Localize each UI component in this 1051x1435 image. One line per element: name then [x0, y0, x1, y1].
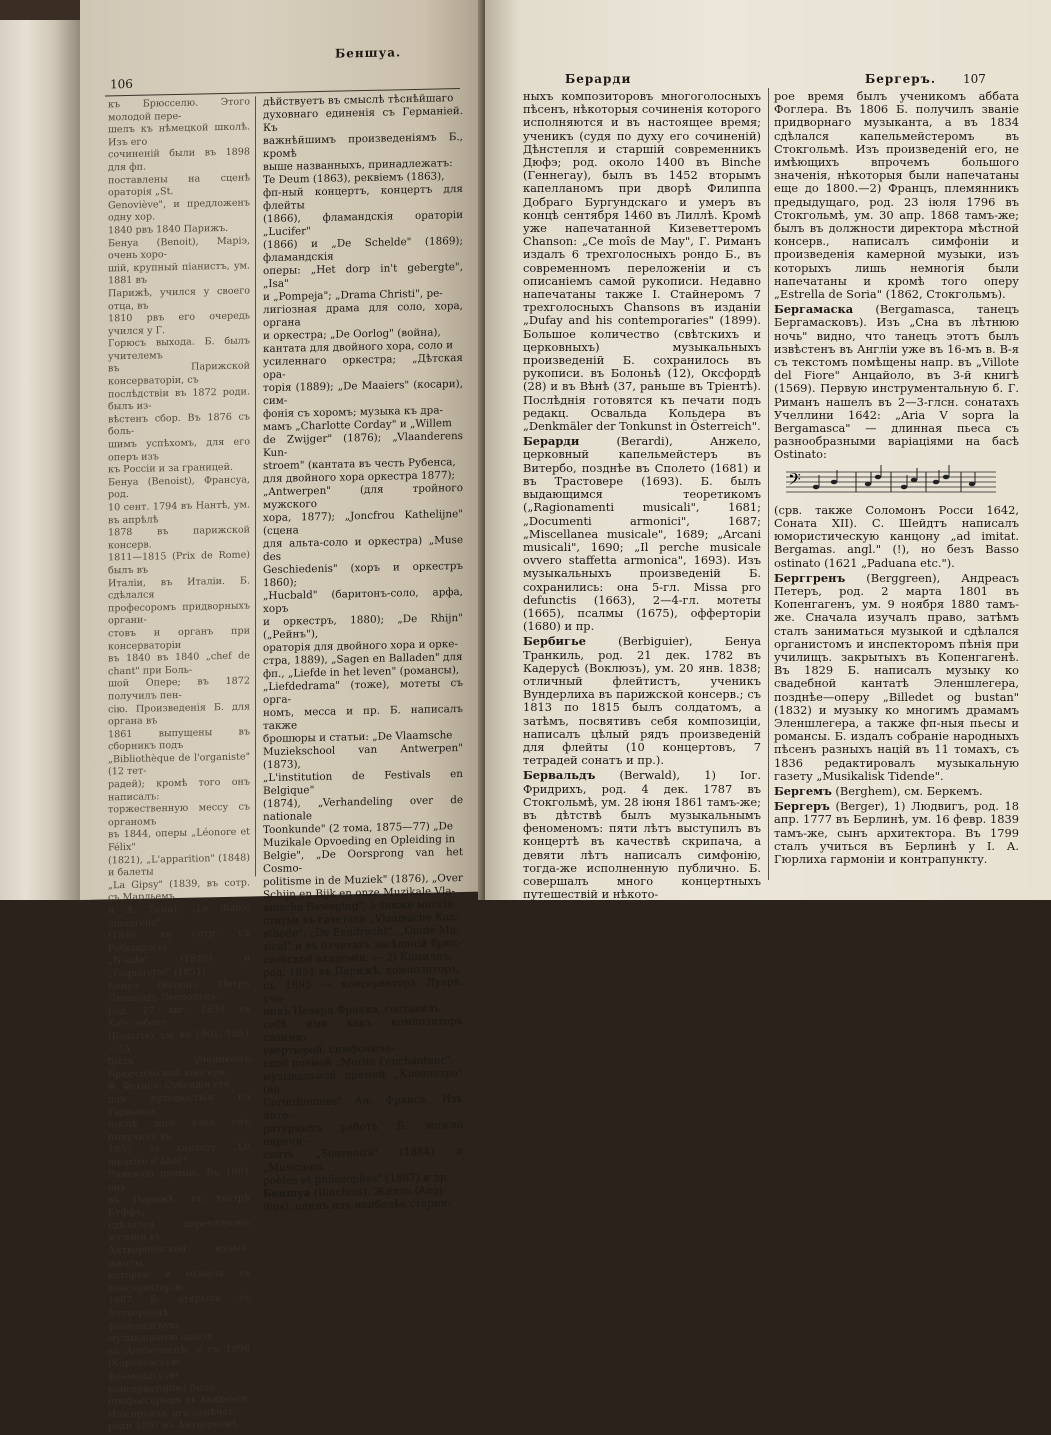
left-col2-line: музыкальной драмой „Клеопатра" (на: [263, 1066, 463, 1097]
left-col1-line: Изъ произв. его замѣчат.: [108, 1406, 237, 1421]
left-col1-line: шій, крупный піанистъ, ум. 1881 въ: [108, 260, 250, 287]
left-column-divider: [255, 96, 256, 876]
headword: Бергамаска: [774, 302, 854, 317]
entry-text: (Bergamasca, танецъ Бергамасковъ). Изъ „Сна въ лѣтнюю ночь" видно, что танецъ этотъ былъ извѣстенъ въ Англіи уже въ 16-мъ в. В-я съ текстомъ помѣщены напр. въ „Villote del Fiore" Анцайоло, въ 3-й книгѣ (1569). Первую инструментальную б. Г. Риманъ нашелъ въ 2—3-глсн. сонатахъ Учеллини 1642: „Aria V sopra la Bergamasca" — длинная пьеса съ разнообразными варіаціями на басѣ Ostinato:: [774, 302, 1019, 462]
left-col2-line: кантата для двойного хора, соло и: [263, 339, 453, 356]
left-col1-line: фламандскую музыкальную школу: [108, 1319, 213, 1345]
left-col1-line: Genoviève", и предложенъ одну хор.: [108, 197, 250, 224]
right-column-2: [774, 90, 1019, 868]
left-col1-line: Горюсъ выхода. Б. былъ учителемъ: [108, 335, 250, 363]
left-col2-line: лигіозная драма для соло, хора, органа: [263, 299, 463, 330]
left-col2-line: род. 1851 въ Парижѣ, композиторъ,: [263, 963, 461, 980]
left-col1-line: въ 1844, оперы „Léonore et Félix": [108, 826, 250, 854]
left-col1-line: 1861 выпущены въ сборникъ подъ: [108, 726, 250, 753]
left-col1-line: радей); кромѣ того онъ написалъ:: [108, 776, 250, 804]
left-col2-line: Corinthiennes" Ан. Франса. Изъ лите-: [263, 1092, 463, 1123]
left-col2-line: брошюры и статьи: „De Vlaamsche: [263, 729, 453, 746]
left-col2-line: дѣйствуетъ въ смыслѣ тѣснѣйшаго: [263, 92, 454, 109]
left-col2-line: для альта-соло и оркестра) „Muse des: [263, 533, 463, 564]
left-col2-line: Te Deum (1863), реквіемъ (1863),: [263, 170, 445, 187]
left-col2-line: духовнаго единенія съ Германіей. Къ: [263, 104, 463, 135]
note-head: [911, 477, 917, 482]
dictionary-entry: [774, 785, 1019, 798]
left-col1-line: Антверпенской музык. школы,: [108, 1242, 250, 1270]
note-head: [875, 474, 881, 479]
headword: Бербигье: [523, 634, 586, 649]
page-edges: [0, 20, 90, 900]
left-col1-line: 1811—1815 (Prix de Rome) былъ въ: [108, 549, 250, 577]
left-col1-line: Италіи, въ Италіи. Б. сдѣлался: [108, 575, 250, 602]
left-col2-line: для двойного хора оркестра 1877);: [263, 469, 455, 486]
left-col1-line: въ Парижѣ, въ театрѣ Буффъ;: [108, 1192, 250, 1219]
right-column-1: [523, 90, 761, 903]
left-col1-line: въ 1840 въ 1840 „chef de chant" при Боль-: [108, 650, 250, 678]
left-col1-line: профессоромъ въ Академіи.: [108, 1393, 250, 1408]
left-col1-line: Римскую премію. Въ 1861 онъ: [108, 1166, 250, 1194]
left-col2-line: мамъ „Charlotte Corday" и „Willem: [263, 417, 452, 434]
left-col1-line: Бенуа (Benoist), Франсуа, род.: [108, 474, 250, 501]
left-col2-line: торія (1889); „De Maaiers" (косари), сим-: [263, 377, 463, 408]
left-col1-line: послѣ того какъ онъ получилъ въ: [108, 1116, 250, 1144]
left-col2-line: stbode", „De Eendracht", „Guide Mu-: [263, 924, 460, 941]
left-col2-line: выше названныхъ, принадлежатъ:: [263, 157, 453, 174]
left-col2-line: (1874), „Verhandeling over de nationale: [263, 793, 463, 824]
left-col2-line: „Antwerpen" (для тройного мужского: [263, 481, 463, 512]
headword: Бергемъ: [774, 783, 832, 798]
left-col1-line: фламандскую консерваторію) былъ: [108, 1369, 216, 1395]
left-col1-line: поставлены на сценѣ ораторія „St.: [108, 172, 250, 199]
left-col1-line: къ Россіи и за границей.: [108, 462, 234, 476]
left-col1-line: и А. Тома), „Le diable amoureux": [108, 902, 250, 930]
left-col1-line: 1840 рвъ 1840 Парижъ.: [108, 222, 229, 237]
left-column-1: [108, 96, 250, 1434]
left-col1-line: 1878 въ парижской консерв.: [108, 524, 250, 552]
left-col2-line: ской поэмой „Merlin l'enchanteur",: [263, 1054, 454, 1071]
left-col2-line: увертюрой, симфониче-: [263, 1042, 395, 1058]
left-col2-line: стра, 1889), „Sagen en Balladen" для: [263, 650, 463, 668]
entry-text: (Berbiguier), Бенуа Транкиль, род. 21 дек. 1782 въ Кадерусѣ (Воклюзъ), ум. 20 янв. 1838; отличный флейтистъ, ученикъ Вундерлиха въ парижской консерв.; съ 1813 по 1815 былъ солдатомъ, а затѣмъ, посвятивъ себя композиціи, написалъ цѣлый рядъ произведеній для флейты (10 концертовъ, 7 тетрадей сонатъ и пр.).: [523, 634, 761, 768]
note-head: [969, 481, 975, 486]
left-page-number: 106: [110, 76, 133, 92]
left-col2-line: Muzikale Opvoeding en Opleiding in: [263, 833, 456, 850]
dictionary-entry: [774, 303, 1019, 461]
left-col2-line: фп-ный концертъ, концертъ для флейты: [263, 182, 463, 213]
left-col2-line: себѣ имя какъ композиторъ своими:: [263, 1014, 463, 1045]
left-col2-line: оперы: „Het dorp in't gebergte", „Isa": [263, 260, 463, 291]
left-col1-line: „La Gipsy" (1839, въ сотр. съ Марльемъ: [108, 877, 250, 904]
right-page: [485, 0, 1051, 900]
left-col2-line: ратурныхъ работъ Б. можно перечи-: [263, 1118, 463, 1149]
entry-text: (Berghem), см. Беркемъ.: [831, 783, 983, 798]
left-col1-line: 10 сент. 1794 въ Нантѣ, ум. въ апрѣлѣ: [108, 499, 250, 527]
left-col2-line: „Hucbald" (баритонъ-соло, арфа, хоръ: [263, 585, 463, 616]
bass-clef-icon: 𝄢: [788, 468, 801, 493]
left-col2-line: слить „Souvenirs" (1884) и „Musiciens,: [263, 1144, 463, 1175]
left-col1-line: (1821), „L'apparition" (1848) и балеты: [108, 852, 250, 879]
dictionary-entry: [774, 800, 1019, 866]
headword: Берггренъ: [774, 570, 846, 585]
left-col2-line: и оркестра; „De Oorlog" (война),: [263, 326, 441, 343]
headword: Бервальдъ: [523, 768, 596, 783]
right-header-right: Бергеръ.: [865, 72, 937, 86]
left-col1-line: сочиненій были въ 1898 для фп.: [108, 146, 250, 174]
left-col1-line: шимъ успѣхомъ, для его оперъ изъ: [108, 436, 250, 464]
dictionary-entry: [523, 769, 761, 901]
left-col2-line: и „Pompeja"; „Drama Christi", ре-: [263, 287, 443, 304]
headword: Берарди: [523, 434, 580, 449]
entry-text: (Berardi), Анжело, церковный капельмейстеръ въ Витербо, позднѣе въ Сполето (1681) и въ Трастовере (1693). Б. былъ выдающимся теоретикомъ („Ragionamenti musicali", 1681; „Documenti armonici", 1687; „Miscellanea musicale", 1689; „Arcani musicali", 1690; „Il perche musicale ovvero staffetta armonica", 1693). Изъ музыкальныхъ произведеній Б. сохранились: она 5-гл. Missa pro defunctis (1663), 2—4-гл. мотеты (1665), псалмы (1675), офферторіи (1680) и пр.: [523, 434, 761, 634]
left-col1-line: Бенуа (Benoit), Маріэ, очень хоро-: [108, 234, 250, 262]
music-staff: [786, 464, 996, 502]
left-col2-line: ораторія для двойного хора и орке-: [263, 638, 458, 655]
left-col1-line: Ф. Фетиса. Субсидія его: [108, 1079, 230, 1093]
left-col1-line: которую и возвелъ въ консерваторію: [108, 1267, 250, 1295]
left-col1-line: торжественную мессу съ органомъ: [108, 801, 250, 829]
left-col1-line: 1867 Б. открылъ въ Антверпенѣ: [108, 1292, 250, 1320]
note-head: [865, 481, 871, 486]
left-col1-line: былъ ученикомъ Брюссельской консерв.: [108, 1053, 250, 1081]
entry-text: (Binchois), Жилль (Aegi-: [310, 1184, 446, 1200]
left-col1-line: въ Парижской консерваторіи, съ: [108, 360, 250, 388]
note-head: [933, 479, 939, 484]
left-col2-line: статьи въ газетахъ „Vlaamsche Kun-: [263, 911, 460, 928]
left-col2-line: „L'institution de Festivals en Belgique": [263, 767, 463, 798]
dictionary-entry: [523, 635, 761, 767]
left-col1-line: Парижѣ, учился у своего отца, въ: [108, 285, 250, 312]
left-page: [80, 0, 485, 1433]
right-page-number: 107: [963, 72, 986, 86]
left-col1-line: (1840, въ сотр. съ Ребердомъ),: [108, 927, 250, 955]
left-col1-line: „Bibliothèque de l'organiste" (12 тет-: [108, 751, 250, 778]
left-col1-line: 1810 рвъ его очередь учился у Г.: [108, 310, 250, 338]
left-col2-line: stroem" (кантата въ честь Рубенса,: [263, 456, 456, 473]
left-col2-line: важнѣйшимъ произведеніямъ Б., кромѣ: [263, 130, 463, 161]
left-col2-line: (1866), фламандскія ораторіи „Lucifer": [263, 208, 463, 239]
left-col1-line: „Nisida" (1848) и „Paquerette" (1851).: [108, 952, 250, 980]
left-col1-line: род. 17 авг. 1834 въ Харельбеке: [108, 1003, 250, 1030]
left-column-2: [263, 92, 463, 1214]
left-col2-line: (1866) и „De Schelde" (1869); фламандскія: [263, 234, 463, 265]
entry-continuation: [523, 90, 761, 433]
dictionary-entry: [523, 435, 761, 633]
note-head: [943, 474, 949, 479]
entry-text: рое время былъ ученикомъ аббата Фоглера. Въ 1806 Б. получилъ званіе придворнаго музыканта, а въ 1834 сдѣлался капельмейстеромъ въ Стокгольмѣ. Изъ произведеній его, не имѣющихъ впрочемъ большого значенія, нѣкоторыя были напечатаны еще до 1800.—2) Францъ, племянникъ предыдущаго, род. 23 іюля 1796 въ Стокгольмѣ, ум. 30 апр. 1868 тамъ-же; былъ въ должности директора мѣстной консерв., написалъ симфоніи и произведенія камерной музыки, изъ которыхъ лишь немногія были напечатаны и кромѣ того оперу „Estrella de Soria" (1862, Стокгольмъ).: [774, 89, 1019, 302]
left-col1-line: (Бельгія), ум. въ 1901. 1851—55: [108, 1028, 250, 1055]
left-col1-line: 1857 за кантату „Le meurtre d'Abel": [108, 1141, 250, 1169]
note-head: [901, 484, 907, 489]
entry-text-line: dius), одинъ изъ наиболѣе старин-: [263, 1197, 452, 1214]
entry-text: (Berwald), 1) Іог. Фридрихъ, род. 4 дек. 1787 въ Стокгольмѣ, ум. 28 іюня 1861 тамъ-же; въ дѣтствѣ былъ музыкальнымъ феноменомъ: пяти лѣтъ выступилъ въ концертѣ въ качествѣ скрипача, а девяти лѣтъ написалъ симфонію, тогда-же исполненную публично. Б. совершалъ много концертныхъ путешествій и нѣкото-: [523, 768, 761, 902]
left-col1-line: шелъ къ нѣмецкой школѣ. Изъ его: [108, 121, 250, 149]
left-col1-line: стовъ и органъ при консерваторіи: [108, 625, 250, 652]
left-col1-line: къ Брюсселю. Этого молодой пере-: [108, 96, 250, 124]
entry-text: (Berger), 1) Людвигъ, род. 18 апр. 1777 въ Берлинѣ, ум. 16 февр. 1839 тамъ-же, сынъ архитектора. Въ 1799 сталъ учиться въ Берлинѣ у І. А. Гюрлиха гармоніи и контрапункту.: [774, 799, 1019, 866]
left-col2-line: Geschiedenis" (хоръ и оркестръ 1860);: [263, 559, 463, 590]
left-col2-line: „Liefdedrama" (тоже), мотеты съ орга-: [263, 676, 463, 707]
entry-text: (срв. также Соломонъ Росси 1642, Соната XII). С. Шейдтъ написалъ юмористическую канцону „ad imitat. Bergamas. angl." (!), но безъ Basso ostinato (1621 „Paduana etc.").: [774, 502, 1019, 570]
left-col2-line: sical" и въ отчетахъ засѣданій брюс-: [263, 936, 463, 954]
left-col2-line: politisme in de Muziek" (1876), „Over: [263, 871, 463, 889]
left-col1-line: послѣдствіи въ 1872 роди. былъ из-: [108, 386, 250, 413]
left-col1-line: шой Опере; въ 1872 получилъ пен-: [108, 675, 250, 703]
left-col2-line: Belgie", „De Oorsprong van het Cosmo-: [263, 845, 463, 876]
left-col1-line: Бенуа (Benoit), Петръ Леонардъ Леопольдъ,: [108, 978, 250, 1005]
right-column-divider: [768, 88, 769, 880]
left-col2-line: Schijn en Bijk en onze Muzikale Vla-: [263, 885, 456, 902]
left-col2-line: номъ, месса и пр. Б. написалъ также: [263, 702, 463, 733]
headword: Бергеръ: [774, 799, 830, 814]
note-head: [813, 484, 819, 489]
dictionary-entry: [774, 572, 1019, 783]
left-col2-line: amsche Beweging", а также многія: [263, 898, 454, 915]
note-head: [831, 479, 837, 484]
right-header-left: Берарди: [565, 72, 632, 86]
left-col2-line: Muziekschool van Antwerpen" (1873),: [263, 741, 463, 772]
left-col2-line: фонія съ хоромъ; музыка къ дра-: [263, 404, 444, 421]
left-col1-line: професоромъ придворныхъ органи-: [108, 600, 250, 627]
left-col2-line: и оркестръ, 1880); „De Rhijn" („Рейнъ"),: [263, 611, 463, 642]
left-col2-line: хора, 1877); „Joncfrou Kathelijne" (сцена: [263, 507, 463, 538]
entry-continuation: [774, 90, 1019, 301]
left-col2-line: съ 1895 — консерваторъ Лувра, уче-: [263, 975, 463, 1006]
left-col1-line: для путешествія по Германіи,: [108, 1091, 250, 1118]
left-col2-line: сельской академіи. — 2) Камиллъ,: [263, 950, 453, 967]
left-col2-line: Toonkunde" (2 тома, 1875—77) „De: [263, 820, 454, 837]
entry-text: (Berggreen), Андреасъ Петеръ, род. 2 марта 1801 въ Копенгагенъ, ум. 9 ноября 1880 тамъ-же. Сначала изучалъ право, затѣмъ сталъ заниматься музыкой и сдѣлался органистомъ и инспекторомъ пѣнія при училищъ. закрытыхъ въ Копенгагенѣ. Въ 1829 Б. написалъ музыку ко свадебной кантатѣ Эленшлегера, позднѣе—оперу „Billedet og bustan" (1832) и музыку ко многимъ драмамъ Эленшлегера, а также фп-ныя пьесы и романсы. Б. издалъ собраніе народныхъ пѣсенъ разныхъ націй въ 11 томахъ, съ 1836 редактировалъ музыкальную газету „Musikalisk Tidende".: [774, 570, 1019, 783]
entry-text: ныхъ композиторовъ многоголосныхъ пѣсенъ, нѣкоторыя сочиненія которого исполняются и въ настоящее время; ученикъ (судя по духу его сочиненій) Дѣнстепля и старшій современникъ Дюфэ; род. около 1400 въ Binche (Геннегау), былъ въ 1452 вторымъ капелланомъ при дворѣ Филиппа Добраго Бургундскаго и умеръ въ концѣ сентября 1460 въ Лиллѣ. Кромѣ уже напечатанной Кизеветтеромъ Chanson: „Ce moîs de May", Г. Риманъ издалъ 6 трехголосныхъ рондо Б., въ современномъ переложеніи и съ описаніемъ самой рукописи. Недавно напечатаны также I. Стайнеромъ 7 трехголосныхъ Chansons въ изданіи „Dufay and his contemporaries" (1899). Большое количество (свѣтскихъ и церковныхъ) музыкальныхъ произведеній Б. сохранилось въ рукописи. въ Болоньѣ (12), Оксфордѣ (28) и въ Вѣнѣ (37, раньше въ Тріентѣ). Послѣднія готовятся къ печати подъ редакц. Освальда Кольдера въ „Denkmäler der Tonkunst in Österreich".: [523, 89, 761, 434]
left-col2-line: фп., „Liefde in het leven" (романсы),: [263, 664, 460, 681]
entry-continuation: [774, 504, 1019, 570]
left-col2-line: усиленнаго оркестра; „Дѣтская ора-: [263, 351, 463, 382]
left-col1-line: сію. Произведенія Б. для органа въ: [108, 700, 250, 728]
left-col2-line: de Zwijger" (1876); „Vlaanderens Kun-: [263, 429, 463, 460]
left-col2-line: никъ Цезаря Франка, составилъ: [263, 1002, 441, 1019]
left-page-header: Беншуа.: [335, 45, 402, 61]
left-col2-line: poètes et philosophes" (1887) и др.: [263, 1171, 450, 1188]
left-col1-line: сдѣлался директоромъ музыки въ: [108, 1217, 250, 1244]
left-col1-line: вѣстенъ сбор. Въ 1876 съ боль-: [108, 411, 250, 438]
left-col1-line: въ Антверпенѣ, и съ 1898 (Королевскую: [108, 1343, 250, 1370]
headword: Беншуа: [263, 1187, 311, 1201]
left-col1-line: роди 1897 въ Антверпенѣ.: [108, 1418, 241, 1433]
